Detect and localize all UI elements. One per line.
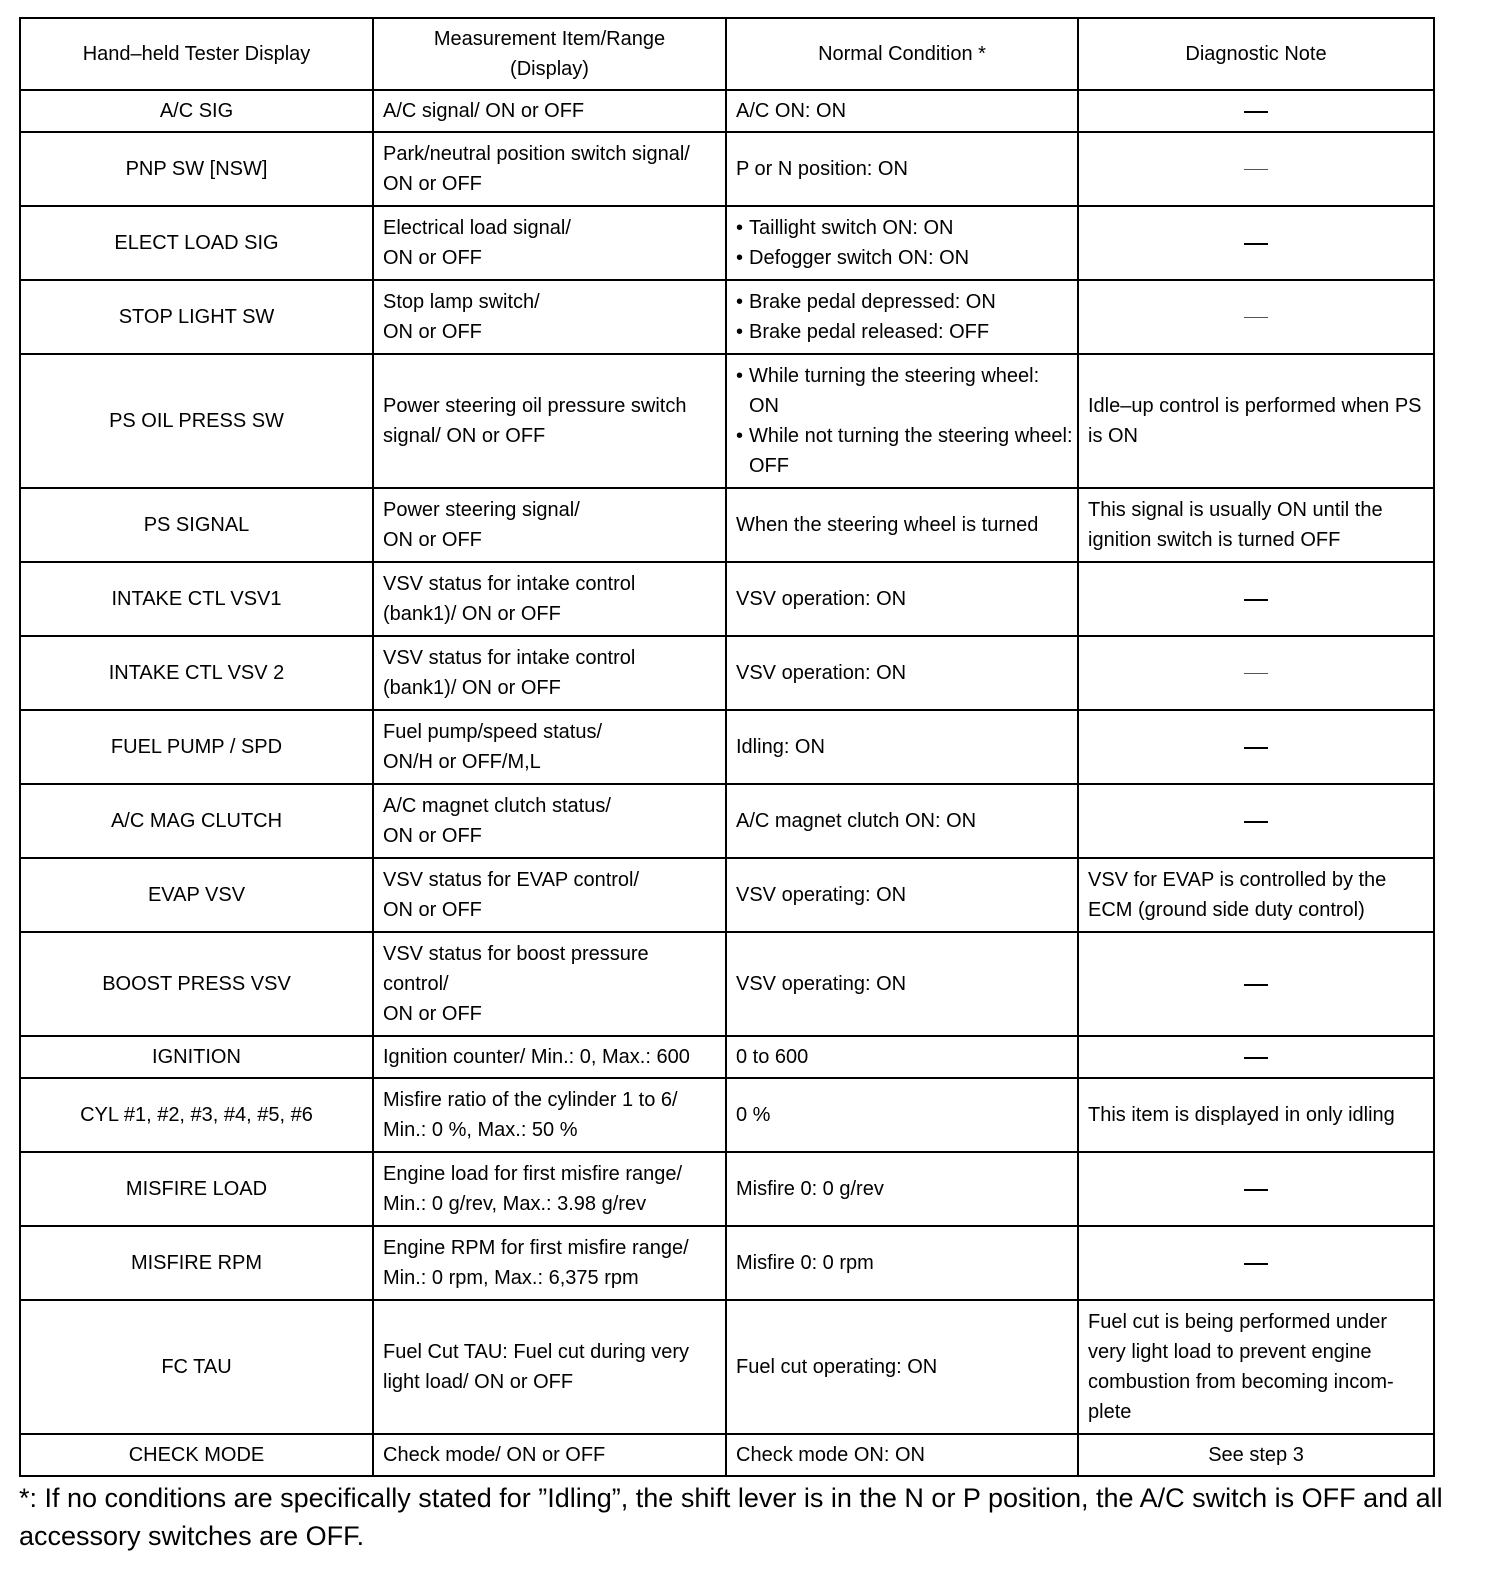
cell-tester-display: MISFIRE RPM (20, 1226, 373, 1300)
measurement-item-line: Park/neutral position switch signal/ (383, 143, 690, 165)
empty-dash-icon (1244, 747, 1268, 749)
measurement-item-line: Check mode/ ON or OFF (383, 1444, 606, 1466)
cell-tester-display: ELECT LOAD SIG (20, 206, 373, 280)
condition-text: VSV operating: ON (736, 973, 907, 995)
measurement-item-line: ON/H or OFF/M,L (383, 751, 541, 773)
measurement-item-line: Fuel Cut TAU: Fuel cut during very (383, 1341, 690, 1363)
empty-dash-icon (1244, 317, 1268, 318)
measurement-item-line: A/C signal/ ON or OFF (383, 100, 585, 122)
table-row (20, 1036, 1434, 1078)
condition-text: VSV operation: ON (736, 588, 907, 610)
measurement-item-line: Power steering oil pressure switch (383, 395, 687, 417)
condition-text: Brake pedal depressed: ON (749, 291, 996, 313)
condition-line (736, 1042, 1073, 1072)
table-row (20, 90, 1434, 132)
cell-diagnostic-note (1078, 784, 1434, 858)
cell-diagnostic-note (1078, 562, 1434, 636)
table-row (20, 354, 1434, 488)
table-row (20, 206, 1434, 280)
cell-measurement-item (373, 488, 726, 562)
table-row (20, 710, 1434, 784)
cell-normal-condition (726, 488, 1078, 562)
empty-dash-icon (1244, 1263, 1268, 1265)
cell-normal-condition (726, 354, 1078, 488)
cell-tester-display: A/C MAG CLUTCH (20, 784, 373, 858)
measurement-item-line: Engine load for first misfire range/ (383, 1163, 683, 1185)
condition-text: Check mode ON: ON (736, 1444, 925, 1466)
cell-tester-display: A/C SIG (20, 90, 373, 132)
measurement-item-line: Stop lamp switch/ (383, 291, 540, 313)
condition-text: A/C ON: ON (736, 100, 847, 122)
cell-tester-display: MISFIRE LOAD (20, 1152, 373, 1226)
condition-text: VSV operating: ON (736, 884, 907, 906)
table-row (20, 932, 1434, 1036)
cell-normal-condition (726, 858, 1078, 932)
measurement-item-line: Misfire ratio of the cylinder 1 to 6/ (383, 1089, 678, 1111)
cell-diagnostic-note: This item is displayed in only idling (1078, 1078, 1434, 1152)
condition-text: 0 to 600 (736, 1046, 809, 1068)
measurement-item-line: ON or OFF (383, 1003, 482, 1025)
measurement-item-line: ON or OFF (383, 247, 482, 269)
table-row (20, 784, 1434, 858)
measurement-item-line: Electrical load signal/ (383, 217, 571, 239)
cell-diagnostic-note: This signal is usually ON until the ignition switch is turned OFF (1078, 488, 1434, 562)
cell-diagnostic-note (1078, 932, 1434, 1036)
table-body (20, 90, 1434, 1476)
measurement-item-line: signal/ ON or OFF (383, 425, 546, 447)
cell-diagnostic-note (1078, 1226, 1434, 1300)
footnote: *: If no conditions are specifically stated for ”Idling”, the shift lever is in the N or P position, the A/C switch is OFF and all accessory switches are OFF. (19, 1483, 1443, 1551)
table-row (20, 1078, 1434, 1152)
cell-measurement-item (373, 1434, 726, 1476)
condition-line (736, 806, 1073, 836)
condition-bullet-item (736, 421, 1073, 481)
empty-dash-icon (1244, 1189, 1268, 1191)
header-measurement-item: Measurement Item/Range (Display) (373, 18, 726, 90)
condition-line (736, 969, 1073, 999)
cell-tester-display: INTAKE CTL VSV 2 (20, 636, 373, 710)
cell-normal-condition (726, 710, 1078, 784)
measurement-item-line: control/ (383, 973, 449, 995)
measurement-item-line: Min.: 0 g/rev, Max.: 3.98 g/rev (383, 1193, 647, 1215)
condition-text: Misfire 0: 0 rpm (736, 1252, 874, 1274)
condition-text: Misfire 0: 0 g/rev (736, 1178, 884, 1200)
measurement-item-line: Engine RPM for first misfire range/ (383, 1237, 689, 1259)
measurement-item-line: (bank1)/ ON or OFF (383, 603, 561, 625)
measurement-item-line: Min.: 0 %, Max.: 50 % (383, 1119, 578, 1141)
cell-tester-display: CHECK MODE (20, 1434, 373, 1476)
empty-dash-icon (1244, 984, 1268, 986)
condition-bullet-item (736, 287, 1073, 317)
cell-measurement-item (373, 784, 726, 858)
condition-text: Fuel cut operating: ON (736, 1356, 938, 1378)
cell-normal-condition (726, 132, 1078, 206)
cell-diagnostic-note (1078, 1152, 1434, 1226)
table-row (20, 562, 1434, 636)
cell-measurement-item (373, 932, 726, 1036)
empty-dash-icon (1244, 821, 1268, 823)
cell-measurement-item (373, 1226, 726, 1300)
condition-line (736, 1248, 1073, 1278)
cell-tester-display: FUEL PUMP / SPD (20, 710, 373, 784)
measurement-item-line: (bank1)/ ON or OFF (383, 677, 561, 699)
cell-measurement-item (373, 206, 726, 280)
cell-diagnostic-note (1078, 132, 1434, 206)
table-row (20, 1300, 1434, 1434)
condition-text: Taillight switch ON: ON (749, 217, 954, 239)
cell-measurement-item (373, 132, 726, 206)
empty-dash-icon (1244, 111, 1268, 113)
bullet-icon: • (736, 365, 744, 387)
cell-measurement-item (373, 354, 726, 488)
cell-normal-condition (726, 1152, 1078, 1226)
cell-tester-display: FC TAU (20, 1300, 373, 1434)
cell-measurement-item (373, 1078, 726, 1152)
header-diagnostic-note: Diagnostic Note (1078, 18, 1434, 90)
table-row (20, 1152, 1434, 1226)
cell-diagnostic-note (1078, 710, 1434, 784)
cell-normal-condition (726, 784, 1078, 858)
header-row (20, 18, 1434, 90)
empty-dash-icon (1244, 1057, 1268, 1059)
cell-normal-condition (726, 1434, 1078, 1476)
cell-tester-display: INTAKE CTL VSV1 (20, 562, 373, 636)
header-normal-condition: Normal Condition * (726, 18, 1078, 90)
bullet-icon: • (736, 321, 744, 343)
condition-line (736, 1174, 1073, 1204)
cell-diagnostic-note: VSV for EVAP is controlled by the ECM (ground side duty control) (1078, 858, 1434, 932)
condition-bullet-item (736, 243, 1073, 273)
condition-line (736, 1440, 1073, 1470)
condition-bullet-item (736, 361, 1073, 421)
cell-diagnostic-note (1078, 206, 1434, 280)
condition-line (736, 584, 1073, 614)
condition-text: Defogger switch ON: ON (749, 247, 970, 269)
cell-tester-display: BOOST PRESS VSV (20, 932, 373, 1036)
cell-diagnostic-note (1078, 636, 1434, 710)
bullet-icon: • (736, 217, 744, 239)
empty-dash-icon (1244, 243, 1268, 245)
cell-diagnostic-note: Fuel cut is being performed under very light load to prevent engine combustion from becoming incom-plete (1078, 1300, 1434, 1434)
table-row (20, 636, 1434, 710)
measurement-item-line: ON or OFF (383, 529, 482, 551)
table-row (20, 132, 1434, 206)
cell-measurement-item (373, 1300, 726, 1434)
cell-tester-display: STOP LIGHT SW (20, 280, 373, 354)
condition-text: P or N position: ON (736, 158, 908, 180)
data-list-table (19, 17, 1435, 1477)
empty-dash-icon (1244, 599, 1268, 601)
condition-bullet-item (736, 213, 1073, 243)
cell-normal-condition (726, 1036, 1078, 1078)
measurement-item-line: Ignition counter/ Min.: 0, Max.: 600 (383, 1046, 690, 1068)
measurement-item-line: ON or OFF (383, 173, 482, 195)
condition-text: While not turning the steering wheel: OFF (749, 425, 1073, 477)
cell-tester-display: PS SIGNAL (20, 488, 373, 562)
cell-diagnostic-note: Idle–up control is performed when PS is ON (1078, 354, 1434, 488)
cell-diagnostic-note (1078, 90, 1434, 132)
condition-bullet-item (736, 317, 1073, 347)
cell-normal-condition (726, 280, 1078, 354)
measurement-item-line: Power steering signal/ (383, 499, 580, 521)
measurement-item-line: ON or OFF (383, 825, 482, 847)
condition-line (736, 732, 1073, 762)
table-row (20, 1226, 1434, 1300)
condition-line (736, 154, 1073, 184)
cell-normal-condition (726, 1078, 1078, 1152)
cell-diagnostic-note (1078, 280, 1434, 354)
bullet-icon: • (736, 425, 744, 447)
cell-tester-display: PNP SW [NSW] (20, 132, 373, 206)
measurement-item-line: VSV status for intake control (383, 573, 636, 595)
cell-normal-condition (726, 636, 1078, 710)
cell-diagnostic-note: See step 3 (1078, 1434, 1434, 1476)
table-row (20, 488, 1434, 562)
cell-measurement-item (373, 1152, 726, 1226)
empty-dash-icon (1244, 169, 1268, 170)
measurement-item-line: A/C magnet clutch status/ (383, 795, 611, 817)
cell-measurement-item (373, 858, 726, 932)
table-row (20, 280, 1434, 354)
cell-normal-condition (726, 206, 1078, 280)
bullet-icon: • (736, 247, 744, 269)
condition-line (736, 96, 1073, 126)
measurement-item-line: Fuel pump/speed status/ (383, 721, 603, 743)
condition-text: Idling: ON (736, 736, 825, 758)
cell-normal-condition (726, 932, 1078, 1036)
cell-normal-condition (726, 1300, 1078, 1434)
cell-normal-condition (726, 1226, 1078, 1300)
condition-line (736, 658, 1073, 688)
condition-text: A/C magnet clutch ON: ON (736, 810, 977, 832)
table-row (20, 858, 1434, 932)
cell-measurement-item (373, 636, 726, 710)
condition-text: 0 % (736, 1104, 771, 1126)
measurement-item-line: ON or OFF (383, 899, 482, 921)
table-header (20, 18, 1434, 90)
cell-measurement-item (373, 710, 726, 784)
header-tester-display: Hand–held Tester Display (20, 18, 373, 90)
bullet-icon: • (736, 291, 744, 313)
measurement-item-line: Min.: 0 rpm, Max.: 6,375 rpm (383, 1267, 639, 1289)
measurement-item-line: VSV status for intake control (383, 647, 636, 669)
condition-line (736, 1352, 1073, 1382)
cell-tester-display: EVAP VSV (20, 858, 373, 932)
condition-line (736, 510, 1073, 540)
measurement-item-line: light load/ ON or OFF (383, 1371, 574, 1393)
cell-measurement-item (373, 90, 726, 132)
cell-measurement-item (373, 280, 726, 354)
cell-normal-condition (726, 562, 1078, 636)
empty-dash-icon (1244, 673, 1268, 674)
measurement-item-line: VSV status for EVAP control/ (383, 869, 640, 891)
condition-text: While turning the steering wheel: ON (749, 365, 1040, 417)
condition-line (736, 880, 1073, 910)
cell-measurement-item (373, 1036, 726, 1078)
measurement-item-line: VSV status for boost pressure (383, 943, 649, 965)
table-row (20, 1434, 1434, 1476)
cell-diagnostic-note (1078, 1036, 1434, 1078)
cell-tester-display: PS OIL PRESS SW (20, 354, 373, 488)
condition-text: VSV operation: ON (736, 662, 907, 684)
condition-text: Brake pedal released: OFF (749, 321, 990, 343)
measurement-item-line: ON or OFF (383, 321, 482, 343)
cell-normal-condition (726, 90, 1078, 132)
cell-tester-display: CYL #1, #2, #3, #4, #5, #6 (20, 1078, 373, 1152)
condition-line (736, 1100, 1073, 1130)
cell-measurement-item (373, 562, 726, 636)
cell-tester-display: IGNITION (20, 1036, 373, 1078)
condition-text: When the steering wheel is turned (736, 514, 1039, 536)
